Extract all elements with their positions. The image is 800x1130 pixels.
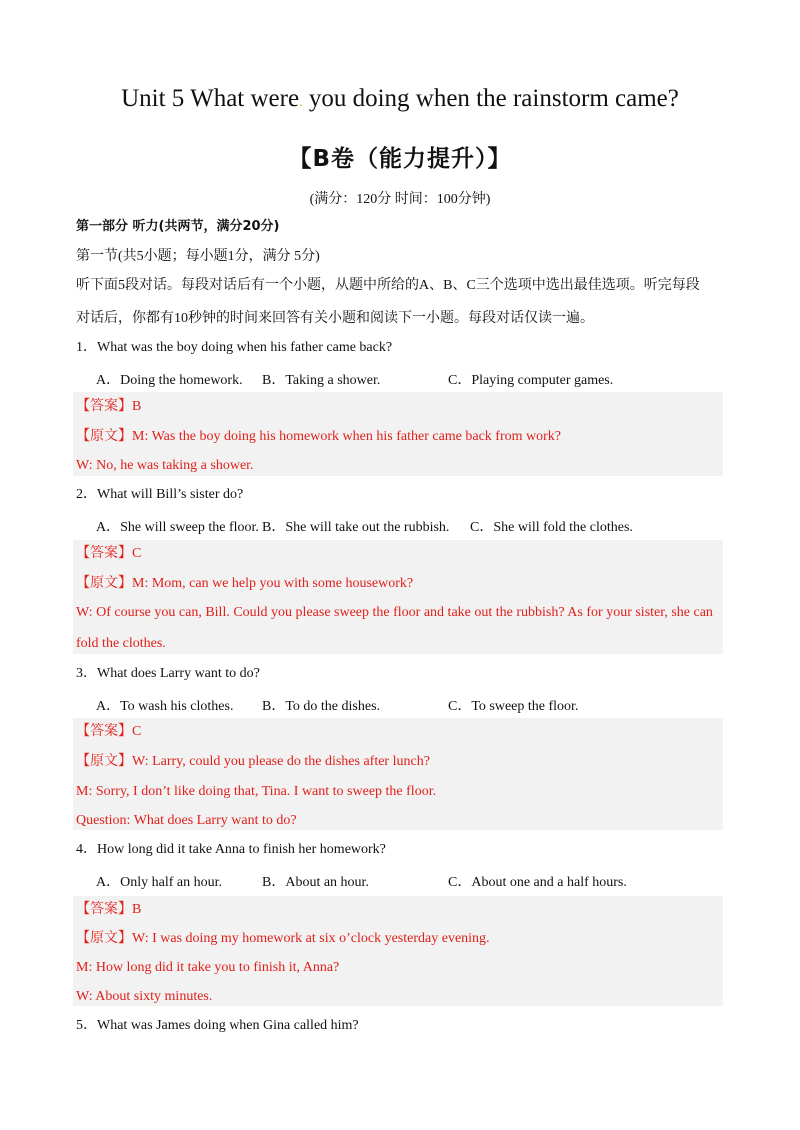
- section-heading: 第一节(共5小题；每小题1分，满分 5分): [76, 249, 320, 264]
- question-4: 4．How long did it take Anna to finish her homework?: [76, 842, 386, 857]
- paper-subtitle: 【B卷（能力提升）】: [288, 146, 512, 172]
- q2-option-c: C．She will fold the clothes.: [470, 520, 633, 535]
- score-time-info: (满分：120分 时间：100分钟): [309, 192, 491, 207]
- q3-script-line-3: Question: What does Larry want to do?: [76, 813, 297, 828]
- q2-script-line-1: 【原文】M: Mom, can we help you with some housework?: [76, 576, 414, 591]
- question-2: 2．What will Bill’s sister do?: [76, 487, 244, 502]
- q3-answer: 【答案】C: [76, 724, 142, 739]
- q2-script-line-2: W: Of course you can, Bill. Could you please sweep the floor and take out the rubbish? As for your sister, she can fold the clothes.: [76, 605, 713, 651]
- q4-script-line-1: 【原文】W: I was doing my homework at six o’clock yesterday evening.: [76, 931, 490, 946]
- q4-option-c: C．About one and a half hours.: [448, 875, 627, 890]
- question-5: 5．What was James doing when Gina called him?: [76, 1018, 359, 1033]
- q3-option-a: A．To wash his clothes.: [96, 699, 234, 714]
- q3-script-line-2: M: Sorry, I don’t like doing that, Tina. I want to sweep the floor.: [76, 784, 437, 799]
- title-part-1: Unit 5 What were: [121, 85, 300, 112]
- q2-answer: 【答案】C: [76, 546, 142, 561]
- instructions-line-1: 听下面5段对话。每段对话后有一个小题，从题中所给的A、B、C三个选项中选出最佳选项。听完每段: [76, 278, 700, 293]
- q4-option-b: B．About an hour.: [262, 875, 369, 890]
- q1-script-line-1: 【原文】M: Was the boy doing his homework when his father came back from work?: [76, 429, 562, 444]
- q1-option-a: A．Doing the homework.: [96, 373, 243, 388]
- question-1: 1．What was the boy doing when his father came back?: [76, 340, 393, 355]
- q3-option-c: C．To sweep the floor.: [448, 699, 579, 714]
- q1-script-line-2: W: No, he was taking a shower.: [76, 458, 254, 473]
- q2-option-b: B．She will take out the rubbish.: [262, 520, 450, 535]
- q3-option-b: B．To do the dishes.: [262, 699, 381, 714]
- q4-option-a: A．Only half an hour.: [96, 875, 222, 890]
- part-heading: 第一部分 听力(共两节，满分20分): [76, 219, 280, 234]
- instructions-line-2: 对话后，你都有10秒钟的时间来回答有关小题和阅读下一小题。每段对话仅读一遍。: [76, 311, 594, 326]
- q1-option-b: B．Taking a shower.: [262, 373, 381, 388]
- title-part-2: you doing when the rainstorm came?: [302, 85, 679, 112]
- page-title: [0, 84, 800, 118]
- title-mark: .: [299, 95, 303, 110]
- q1-answer: 【答案】B: [76, 399, 142, 414]
- q2-option-a: A．She will sweep the floor.: [96, 520, 259, 535]
- q4-script-line-2: M: How long did it take you to finish it, Anna?: [76, 960, 340, 975]
- q4-answer: 【答案】B: [76, 902, 142, 917]
- q3-script-line-1: 【原文】W: Larry, could you please do the dishes after lunch?: [76, 754, 430, 769]
- question-3: 3．What does Larry want to do?: [76, 666, 260, 681]
- q4-script-line-3: W: About sixty minutes.: [76, 989, 213, 1004]
- q1-option-c: C．Playing computer games.: [448, 373, 614, 388]
